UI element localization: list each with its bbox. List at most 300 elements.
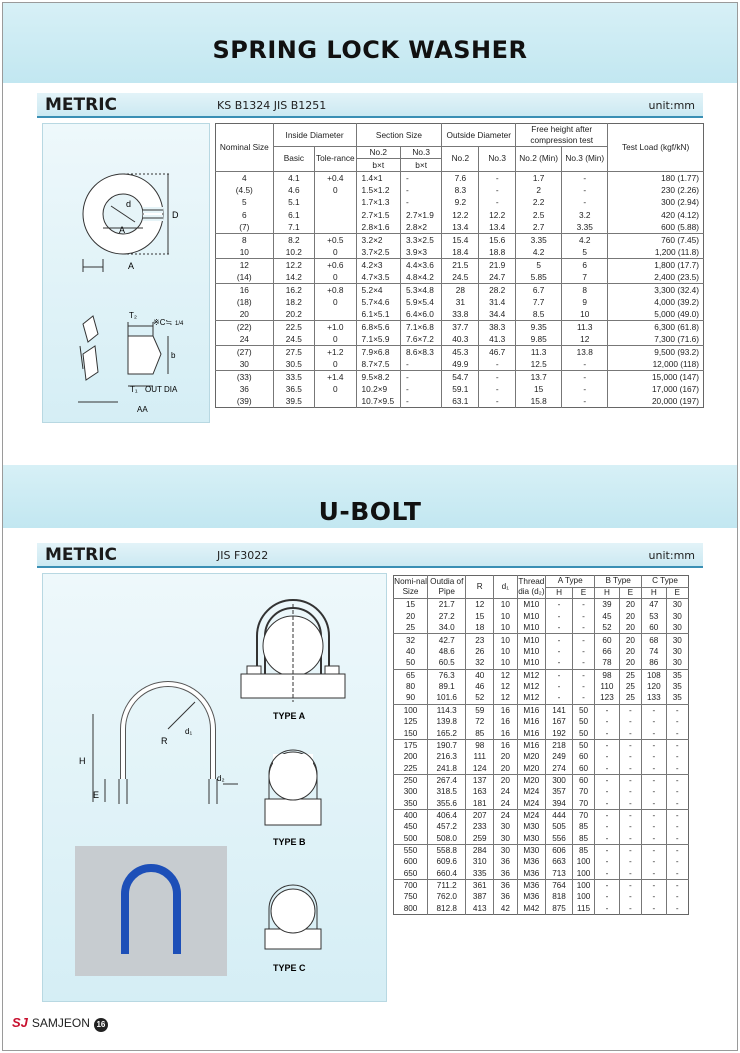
washer-cell: - <box>479 196 516 208</box>
ubolt-cell: 218 <box>546 739 573 751</box>
ubolt-cell: 27.2 <box>428 611 466 623</box>
ubolt-cell: 357 <box>546 786 573 798</box>
ubolt-cell: - <box>642 786 666 798</box>
washer-row <box>216 346 704 359</box>
ubolt-cell: - <box>666 868 688 880</box>
washer-cell: +1.4 <box>315 371 356 384</box>
washer-cell: 33.8 <box>442 308 479 321</box>
ub-col-ce: E <box>666 587 688 599</box>
washer-drawing <box>43 124 211 424</box>
ubolt-cell: - <box>642 774 666 786</box>
ub-col-r: R <box>466 576 494 599</box>
col-min3: No.3 (Min) <box>562 147 608 172</box>
washer-cell: 16 <box>216 283 274 296</box>
washer-cell: 1.5×1.2 <box>356 184 400 196</box>
ubolt-cell: 35 <box>666 681 688 693</box>
ubolt-cell: 36 <box>494 856 517 868</box>
ub-col-bh: H <box>595 587 619 599</box>
washer-fig-outdia: OUT DIA <box>145 385 178 394</box>
ubolt-cell: - <box>595 903 619 915</box>
ubolt-cell: M36 <box>517 879 546 891</box>
ubolt-cell: - <box>546 692 573 704</box>
washer-cell: 24.5 <box>273 333 314 346</box>
washer-cell: 420 (4.12) <box>608 208 704 220</box>
washer-fig-t1: T₁ <box>130 385 138 394</box>
ubolt-cell: 284 <box>466 844 494 856</box>
ubolt-cell: 335 <box>466 868 494 880</box>
ubolt-cell: 50 <box>572 716 594 728</box>
ubolt-cell: - <box>666 856 688 868</box>
ubolt-cell: 241.8 <box>428 763 466 775</box>
ubolt-cell: M10 <box>517 646 546 658</box>
ubolt-cell: 30 <box>666 611 688 623</box>
washer-cell: 6,300 (61.8) <box>608 321 704 334</box>
washer-cell: 600 (5.88) <box>608 221 704 234</box>
ubolt-cell: M24 <box>517 786 546 798</box>
washer-cell: - <box>562 171 608 184</box>
ubolt-cell: 413 <box>466 903 494 915</box>
washer-cell: 4 <box>216 171 274 184</box>
washer-cell: 8 <box>216 233 274 246</box>
col-outside: Outside Diameter <box>442 124 516 147</box>
ubolt-cell: 24 <box>494 798 517 810</box>
ubolt-cell: M20 <box>517 763 546 775</box>
washer-cell: 7 <box>562 271 608 284</box>
ubolt-cell: - <box>619 856 641 868</box>
washer-cell: 2.8×1.6 <box>356 221 400 234</box>
washer-cell: 0 <box>315 383 356 395</box>
ubolt-cell: 812.8 <box>428 903 466 915</box>
ubolt-cell: - <box>642 763 666 775</box>
ubolt-cell: M12 <box>517 681 546 693</box>
washer-cell: 9.5×8.2 <box>356 371 400 384</box>
ubolt-row <box>394 868 689 880</box>
washer-cell <box>315 196 356 208</box>
ubolt-cell: 80 <box>405 682 416 692</box>
washer-cell: 0 <box>315 184 356 196</box>
washer-cell: 12,000 (118) <box>608 358 704 371</box>
washer-cell: 8.3 <box>442 184 479 196</box>
ubolt-cell: 115 <box>572 903 594 915</box>
ubolt-cell: - <box>666 786 688 798</box>
washer-fig-d: d <box>126 199 132 209</box>
washer-cell: 3.7×2.5 <box>356 246 400 259</box>
ubolt-row <box>394 879 689 891</box>
washer-row <box>216 184 704 196</box>
ubolt-row <box>394 634 689 646</box>
washer-cell: 12.2 <box>479 208 516 220</box>
washer-cell: 18.2 <box>273 296 314 308</box>
washer-cell: - <box>562 371 608 384</box>
ubolt-cell: 505 <box>546 821 573 833</box>
washer-cell: 5.1 <box>273 196 314 208</box>
ubolt-cell: - <box>572 622 594 634</box>
washer-cell: 8.6×8.3 <box>400 346 441 359</box>
ubolt-fig-d2: d₂ <box>217 774 225 783</box>
washer-cell: 13.7 <box>516 371 562 384</box>
washer-row <box>216 233 704 246</box>
ub-col-ah: H <box>546 587 573 599</box>
ubolt-row <box>394 903 689 915</box>
washer-row <box>216 258 704 271</box>
ubolt-cell: - <box>619 763 641 775</box>
ub-col-thread: Thread dia (d₂) <box>517 576 546 599</box>
ubolt-cell: 15 <box>466 611 494 623</box>
washer-cell: 24.7 <box>479 271 516 284</box>
ubolt-cell: M24 <box>517 809 546 821</box>
ubolt-cell: 30 <box>666 634 688 646</box>
ubolt-cell: - <box>595 739 619 751</box>
washer-cell: 9.2 <box>442 196 479 208</box>
ubolt-cell: - <box>619 716 641 728</box>
washer-cell: - <box>562 196 608 208</box>
ubolt-cell: 10 <box>494 634 517 646</box>
ubolt-row <box>394 856 689 868</box>
ubolt-cell: 250 <box>394 774 428 786</box>
ubolt-cell: M20 <box>517 774 546 786</box>
ubolt-cell: 36 <box>494 868 517 880</box>
ubolt-cell: M30 <box>517 844 546 856</box>
ubolt-cell: - <box>619 774 641 786</box>
washer-cell: - <box>400 171 441 184</box>
washer-cell: 10.7×9.5 <box>356 395 400 408</box>
washer-cell: 11.3 <box>516 346 562 359</box>
ubolt-cell: 60 <box>572 774 594 786</box>
ubolt-cell: 123 <box>595 692 619 704</box>
ubolt-cell: 225 <box>403 763 418 773</box>
ubolt-row <box>394 774 689 786</box>
ubolt-cell: 181 <box>466 798 494 810</box>
washer-cell: 5.3×4.8 <box>400 283 441 296</box>
ubolt-cell: - <box>595 704 619 716</box>
ubolt-figure-panel <box>42 573 387 1002</box>
ubolt-cell: 12 <box>494 669 517 681</box>
ubolt-cell: 36 <box>494 891 517 903</box>
ubolt-cell: 400 <box>394 809 428 821</box>
ubolt-cell: 200 <box>403 752 418 762</box>
ubolt-cell: 21.7 <box>428 599 466 611</box>
ubolt-cell: M10 <box>517 622 546 634</box>
washer-cell: 9.35 <box>516 321 562 334</box>
washer-cell: 31 <box>442 296 479 308</box>
ubolt-cell: - <box>595 727 619 739</box>
ubolt-cell: - <box>572 669 594 681</box>
washer-cell: 5.9×5.4 <box>400 296 441 308</box>
washer-cell: 2.7 <box>516 221 562 234</box>
ubolt-cell: 78 <box>595 657 619 669</box>
footer <box>12 1015 108 1032</box>
ubolt-cell: 30 <box>494 844 517 856</box>
ubolt-cell: 42.7 <box>428 634 466 646</box>
ubolt-cell: 47 <box>642 599 666 611</box>
ubolt-cell: 12 <box>466 599 494 611</box>
washer-cell: 5.85 <box>516 271 562 284</box>
ubolt-cell: 42 <box>494 903 517 915</box>
ubolt-cell: - <box>642 821 666 833</box>
ubolt-cell: 65 <box>394 669 428 681</box>
ubolt-cell: M30 <box>517 833 546 845</box>
ubolt-cell: 70 <box>572 786 594 798</box>
ubolt-row <box>394 786 689 798</box>
washer-cell: 63.1 <box>442 395 479 408</box>
washer-fig-frac: 1/4 <box>175 321 184 327</box>
ubolt-cell: - <box>546 681 573 693</box>
washer-cell: 15 <box>516 383 562 395</box>
ubolt-cell: M16 <box>517 716 546 728</box>
washer-cell: 37.7 <box>442 321 479 334</box>
ubolt-cell: 35 <box>666 692 688 704</box>
ubolt-cell: 85 <box>466 727 494 739</box>
washer-cell: 1.4×1 <box>356 171 400 184</box>
washer-fig-t2: T₂ <box>129 311 137 320</box>
ubolt-cell: - <box>572 611 594 623</box>
washer-cell: 3.2 <box>562 208 608 220</box>
washer-cell: 5 <box>516 258 562 271</box>
ubolt-cell: - <box>666 751 688 763</box>
washer-cell: 9 <box>562 296 608 308</box>
ubolt-standard: JIS F3022 <box>217 549 269 562</box>
ubolt-cell: 101.6 <box>428 692 466 704</box>
ubolt-cell: 444 <box>546 809 573 821</box>
ubolt-cell: - <box>642 809 666 821</box>
washer-row <box>216 196 704 208</box>
samjeon-logo: SJ <box>12 1015 28 1030</box>
washer-cell: 10.2×9 <box>356 383 400 395</box>
ubolt-cell: 310 <box>466 856 494 868</box>
ubolt-cell: 274 <box>546 763 573 775</box>
ubolt-subheader <box>37 543 703 568</box>
washer-cell: 36.5 <box>273 383 314 395</box>
ubolt-cell: 10 <box>494 646 517 658</box>
washer-cell: (14) <box>236 271 252 282</box>
washer-cell: 6.7 <box>516 283 562 296</box>
ubolt-cell: 650 <box>403 868 418 878</box>
ubolt-cell: 89.1 <box>428 681 466 693</box>
ub-col-a: A Type <box>546 576 595 588</box>
col-bxt2: b×t <box>356 159 400 171</box>
ubolt-cell: 216.3 <box>428 751 466 763</box>
ubolt-fig-type-c: TYPE C <box>273 963 306 973</box>
washer-cell: 8.2 <box>273 233 314 246</box>
col-min2: No.2 (Min) <box>516 147 562 172</box>
ubolt-cell: 85 <box>572 833 594 845</box>
washer-cell: 24.5 <box>442 271 479 284</box>
ubolt-cell: 163 <box>466 786 494 798</box>
washer-cell: 21.5 <box>442 258 479 271</box>
washer-cell: +0.6 <box>315 258 356 271</box>
washer-cell: 8.7×7.5 <box>356 358 400 371</box>
washer-cell <box>315 208 356 220</box>
ubolt-row <box>394 692 689 704</box>
ubolt-cell: 50 <box>572 739 594 751</box>
ubolt-cell: 600 <box>403 857 418 867</box>
washer-cell: 0 <box>315 246 356 259</box>
ubolt-cell: 387 <box>466 891 494 903</box>
washer-cell <box>315 308 356 321</box>
washer-row <box>216 246 704 259</box>
ub-col-ch: H <box>642 587 666 599</box>
washer-cell: - <box>400 383 441 395</box>
washer-cell: 0 <box>315 296 356 308</box>
washer-cell: 3.35 <box>562 221 608 234</box>
ubolt-cell: 36 <box>494 879 517 891</box>
washer-cell: 12 <box>216 258 274 271</box>
ubolt-cell: 30 <box>666 657 688 669</box>
ubolt-cell: - <box>642 751 666 763</box>
ubolt-cell: 59 <box>466 704 494 716</box>
ubolt-cell: 133 <box>642 692 666 704</box>
ubolt-cell: 818 <box>546 891 573 903</box>
ubolt-cell: 98 <box>595 669 619 681</box>
ubolt-cell: 85 <box>572 844 594 856</box>
washer-cell: 2.7×1.9 <box>400 208 441 220</box>
washer-cell: 5,000 (49.0) <box>608 308 704 321</box>
ubolt-cell: - <box>666 727 688 739</box>
washer-cell: 4.1 <box>273 171 314 184</box>
washer-cell: - <box>562 383 608 395</box>
ubolt-cell: 20 <box>405 611 416 621</box>
ubolt-cell: 25 <box>619 681 641 693</box>
washer-fig-D: D <box>172 210 179 220</box>
washer-cell: (4.5) <box>235 184 253 195</box>
ubolt-cell: 192 <box>546 727 573 739</box>
ubolt-cell: 39 <box>595 599 619 611</box>
ubolt-metric-label: METRIC <box>45 545 118 565</box>
washer-cell: 8.5 <box>516 308 562 321</box>
washer-cell: 31.4 <box>479 296 516 308</box>
washer-cell: - <box>479 358 516 371</box>
washer-cell: 3,300 (32.4) <box>608 283 704 296</box>
ubolt-cell: 139.8 <box>428 716 466 728</box>
ubolt-cell: 249 <box>546 751 573 763</box>
washer-cell: 4,000 (39.2) <box>608 296 704 308</box>
washer-cell: 6.1 <box>273 208 314 220</box>
ubolt-cell: 713 <box>546 868 573 880</box>
washer-cell: 40.3 <box>442 333 479 346</box>
ubolt-cell: 24 <box>494 786 517 798</box>
washer-cell: 6.8×5.6 <box>356 321 400 334</box>
washer-cell: (22) <box>216 321 274 334</box>
col-load: Test Load (kgf/kN) <box>608 124 704 172</box>
ubolt-cell: 355.6 <box>428 798 466 810</box>
ubolt-cell: 86 <box>642 657 666 669</box>
ubolt-cell: 750 <box>403 892 418 902</box>
washer-cell: 4.2×3 <box>356 258 400 271</box>
washer-cell: 59.1 <box>442 383 479 395</box>
ubolt-cell: 20 <box>619 634 641 646</box>
ubolt-cell: - <box>642 833 666 845</box>
washer-cell: 230 (2.26) <box>608 184 704 196</box>
ubolt-cell: 556 <box>546 833 573 845</box>
ubolt-cell: M42 <box>517 903 546 915</box>
ubolt-cell: - <box>619 798 641 810</box>
washer-cell: 0 <box>315 333 356 346</box>
ubolt-cell: 20 <box>619 622 641 634</box>
washer-row <box>216 395 704 408</box>
washer-cell: - <box>400 358 441 371</box>
washer-cell: (33) <box>216 371 274 384</box>
ubolt-cell: 16 <box>494 739 517 751</box>
ubolt-cell: 35 <box>666 669 688 681</box>
ubolt-row <box>394 646 689 658</box>
ubolt-cell: - <box>595 856 619 868</box>
washer-cell: - <box>400 371 441 384</box>
ubolt-cell: 125 <box>403 717 418 727</box>
washer-cell: 1.7 <box>516 171 562 184</box>
ubolt-cell: 98 <box>466 739 494 751</box>
ubolt-cell: - <box>666 716 688 728</box>
ubolt-cell: - <box>666 798 688 810</box>
ubolt-cell: 558.8 <box>428 844 466 856</box>
ubolt-cell: - <box>666 879 688 891</box>
ubolt-cell: 20 <box>494 751 517 763</box>
ubolt-cell: - <box>642 739 666 751</box>
washer-cell: 5.2×4 <box>356 283 400 296</box>
ubolt-row <box>394 622 689 634</box>
washer-cell: 13.4 <box>479 221 516 234</box>
ubolt-cell: - <box>619 833 641 845</box>
ubolt-cell: - <box>619 809 641 821</box>
ubolt-cell: 300 <box>546 774 573 786</box>
washer-cell: 4.2 <box>516 246 562 259</box>
washer-cell: 18.8 <box>479 246 516 259</box>
ubolt-cell: 124 <box>466 763 494 775</box>
ubolt-cell: 16 <box>494 716 517 728</box>
washer-cell: 6.4×6.0 <box>400 308 441 321</box>
ubolt-cell: M36 <box>517 856 546 868</box>
ubolt-cell: - <box>642 727 666 739</box>
washer-row <box>216 358 704 371</box>
washer-cell: 4.7×3.5 <box>356 271 400 284</box>
washer-cell: 45.3 <box>442 346 479 359</box>
ubolt-cell: - <box>572 692 594 704</box>
washer-cell: - <box>400 184 441 196</box>
washer-figure-panel <box>42 123 210 423</box>
washer-cell: 0 <box>315 271 356 284</box>
ubolt-cell: 800 <box>403 903 418 913</box>
washer-fig-c: ※C≒ <box>153 318 173 327</box>
washer-cell: 3.2×2 <box>356 233 400 246</box>
ubolt-cell: 25 <box>405 623 416 633</box>
ubolt-row <box>394 809 689 821</box>
washer-cell: 39.5 <box>273 395 314 408</box>
ubolt-cell: M10 <box>517 634 546 646</box>
washer-cell: 4.2 <box>562 233 608 246</box>
washer-fig-aa: AA <box>137 405 148 414</box>
washer-cell: 28 <box>442 283 479 296</box>
washer-cell: 28.2 <box>479 283 516 296</box>
ubolt-cell: - <box>642 891 666 903</box>
washer-row <box>216 296 704 308</box>
washer-cell: 4.4×3.6 <box>400 258 441 271</box>
washer-cell: 3.35 <box>516 233 562 246</box>
ubolt-cell: 711.2 <box>428 879 466 891</box>
ubolt-cell: 45 <box>595 611 619 623</box>
ubolt-cell: 18 <box>466 622 494 634</box>
ubolt-fig-type-b: TYPE B <box>273 837 306 847</box>
washer-cell: +0.5 <box>315 233 356 246</box>
washer-cell: 12.2 <box>273 258 314 271</box>
ubolt-cell: 90 <box>405 693 416 703</box>
washer-cell: 54.7 <box>442 371 479 384</box>
col-section: Section Size <box>356 124 442 147</box>
ubolt-cell: - <box>666 739 688 751</box>
ubolt-cell: 762.0 <box>428 891 466 903</box>
ubolt-cell: 108 <box>642 669 666 681</box>
washer-cell: 49.9 <box>442 358 479 371</box>
washer-cell: 180 (1.77) <box>608 171 704 184</box>
washer-title: SPRING LOCK WASHER <box>212 36 528 64</box>
